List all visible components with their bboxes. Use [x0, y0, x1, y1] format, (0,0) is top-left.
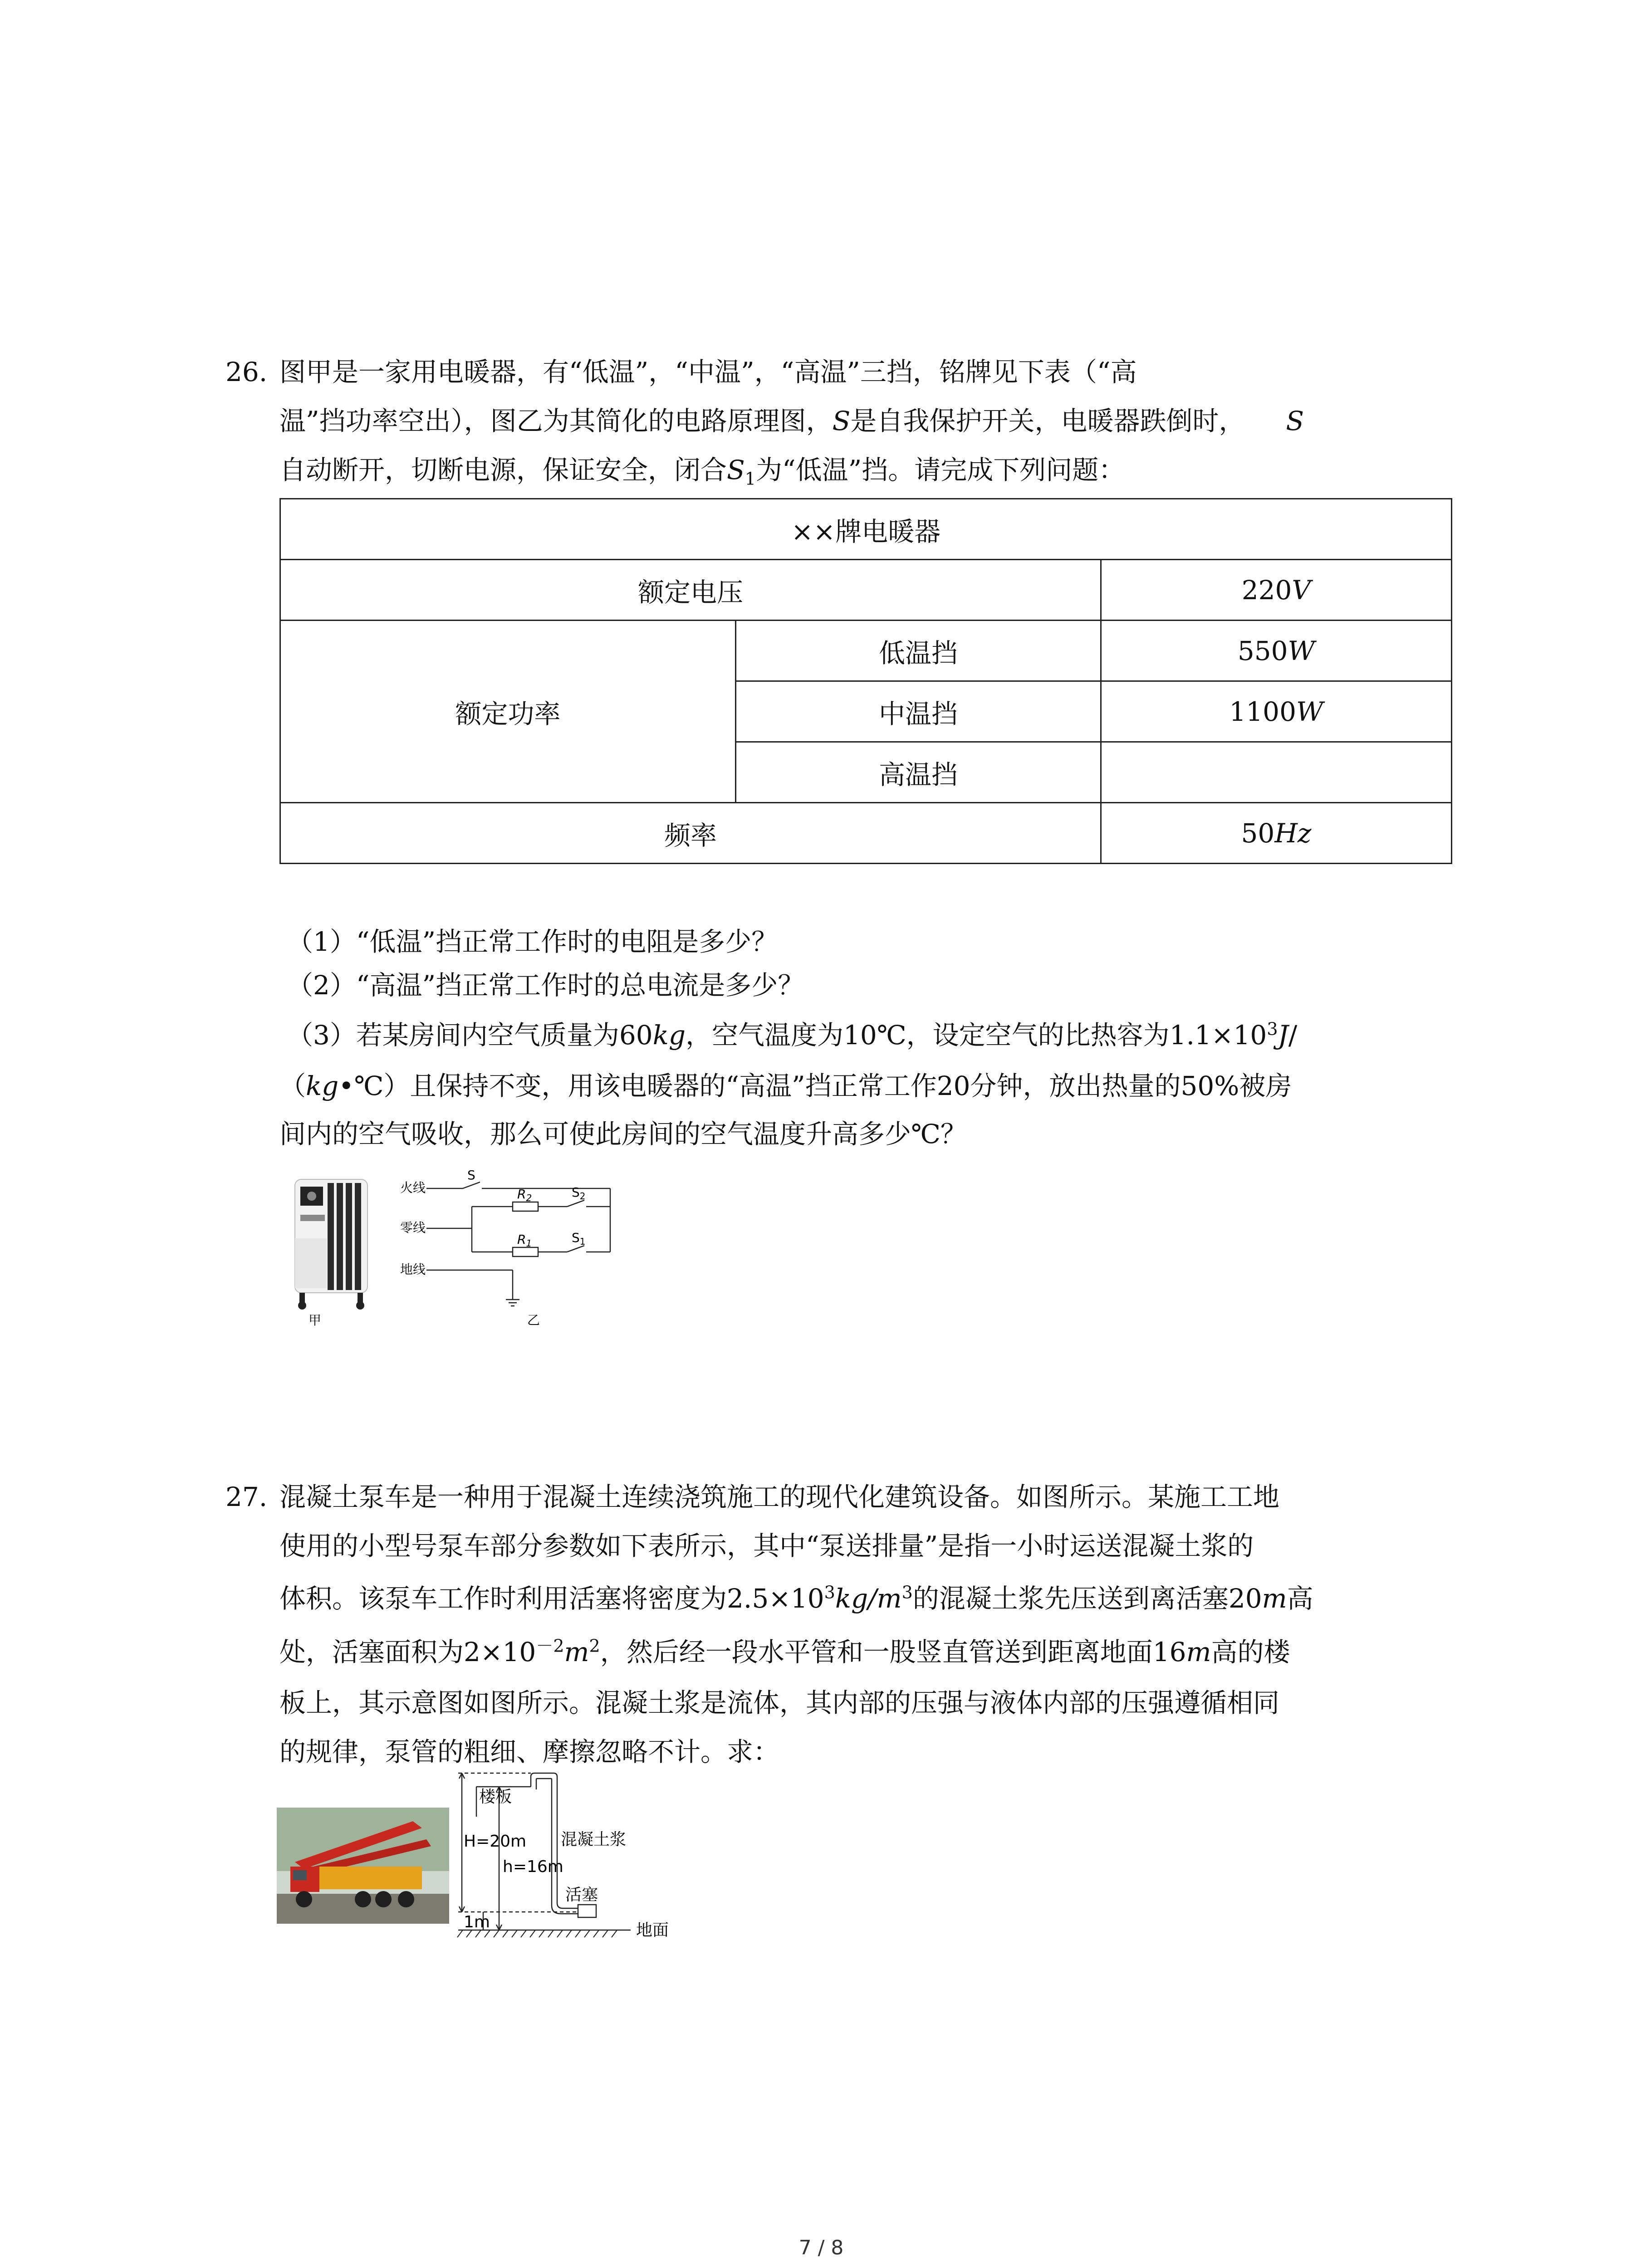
text: 的混凝土浆先压送到离活塞20 [912, 1583, 1262, 1614]
q27-line3 [279, 1574, 1313, 1623]
num: 1100 [1229, 696, 1296, 727]
text: 处，活塞面积为2×10 [279, 1637, 536, 1667]
heater-spec-table [279, 498, 1452, 864]
unit: Hz [1274, 817, 1312, 849]
pump-truck-image [277, 1808, 449, 1924]
unit: V [1292, 574, 1311, 606]
exponent: 3 [824, 1582, 835, 1603]
var-s1: S [727, 455, 745, 485]
exponent: －2 [536, 1636, 564, 1656]
table-row [280, 803, 1452, 864]
text: 为“低温”挡。请完成下列问题： [755, 455, 1125, 485]
text: ，然后经一段水平管和一股竖直管送到距离地面16 [600, 1637, 1186, 1667]
label-1m: 1m [464, 1913, 490, 1931]
unit: m [1186, 1637, 1211, 1667]
q27-line5: 板上，其示意图如图所示。混凝土浆是流体，其内部的压强与液体内部的压强遵循相同 [279, 1687, 1280, 1718]
label-huoxian: 火线 [400, 1180, 426, 1195]
unit: J [1278, 1020, 1288, 1051]
unit: W [1288, 635, 1315, 666]
label-s1 [572, 1230, 586, 1247]
high-value [1101, 742, 1452, 803]
q26-sub1: （1）“低温”挡正常工作时的电阻是多少？ [287, 926, 778, 957]
text: •℃）且保持不变，用该电暖器的“高温”挡正常工作20分钟，放出热量的50%被房 [338, 1070, 1292, 1101]
sub: 1 [526, 1238, 532, 1249]
q27-line2: 使用的小型号泵车部分参数如下表所示，其中“泵送排量”是指一小时运送混凝土浆的 [279, 1530, 1254, 1561]
heater-image [295, 1179, 367, 1310]
text: 自动断开，切断电源，保证安全，闭合 [279, 455, 727, 485]
q26-sub2: （2）“高温”挡正常工作时的总电流是多少？ [287, 970, 804, 1001]
low-value [1101, 621, 1452, 681]
text: （3）若某房间内空气质量为60 [287, 1020, 653, 1051]
label-ground: 地面 [636, 1921, 669, 1940]
q26-sub3-line2 [279, 1061, 1292, 1110]
text: 是自我保护开关，电暖器跌倒时， [850, 406, 1245, 436]
q27-line1: 混凝土泵车是一种用于混凝土连续浇筑施工的现代化建筑设备。如图所示。某施工工地 [279, 1481, 1280, 1512]
r: R [517, 1232, 526, 1247]
unit: W [1296, 696, 1323, 727]
s: S [572, 1230, 580, 1245]
high-label: 高温挡 [736, 742, 1101, 803]
rated-voltage-label: 额定电压 [280, 560, 1101, 621]
low-label: 低温挡 [736, 621, 1101, 681]
label-slurry: 混凝土浆 [561, 1830, 627, 1849]
q26-line1: 图甲是一家用电暖器，有“低温”，“中温”，“高温”三挡，铭牌见下表（“高 [279, 357, 1137, 387]
subscript: 1 [745, 469, 756, 489]
q27-line4 [279, 1628, 1290, 1677]
q26-number: 26. [225, 357, 268, 387]
r: R [517, 1187, 526, 1202]
label-yi: 乙 [527, 1313, 540, 1328]
label-H: H=20m [464, 1832, 527, 1851]
label-s2 [572, 1185, 586, 1202]
s: S [572, 1185, 580, 1200]
sub: 1 [579, 1236, 586, 1247]
num: 550 [1237, 635, 1288, 666]
text: ，空气温度为10℃，设定空气的比热容为1.1×10 [686, 1020, 1267, 1051]
q26-line3 [279, 445, 1125, 494]
unit: m [564, 1637, 589, 1667]
mid-value [1101, 681, 1452, 742]
label-r1 [517, 1232, 532, 1249]
text: / [1288, 1020, 1298, 1051]
exponent: 2 [589, 1636, 600, 1656]
piston [578, 1905, 596, 1917]
label-piston: 活塞 [565, 1886, 598, 1904]
label-lingxian: 零线 [400, 1220, 426, 1235]
unit: / [868, 1583, 877, 1614]
text: 温”挡功率空出），图乙为其简化的电路原理图， [279, 406, 833, 436]
table-row [280, 560, 1452, 621]
mid-label: 中温挡 [736, 681, 1101, 742]
sub: 2 [526, 1193, 532, 1203]
table-row [280, 499, 1452, 560]
var-s: S [1286, 406, 1304, 436]
q26-sub3-line3: 间内的空气吸收，那么可使此房间的空气温度升高多少℃？ [279, 1119, 967, 1149]
unit: m [877, 1583, 902, 1614]
rated-voltage-value [1101, 560, 1452, 621]
q26-line2 [279, 396, 1304, 445]
unit: kg [306, 1070, 339, 1101]
var-s: S [832, 406, 851, 436]
freq-label: 频率 [280, 803, 1101, 864]
table-row [280, 621, 1452, 681]
exponent: 3 [1267, 1019, 1278, 1039]
label-floor: 楼板 [479, 1788, 512, 1806]
unit: m [1262, 1583, 1287, 1614]
num: 220 [1241, 574, 1292, 606]
label-jia: 甲 [309, 1313, 322, 1328]
unit: kg [652, 1020, 686, 1051]
label-r2 [517, 1187, 532, 1203]
q27-figure [277, 1771, 753, 1944]
text: 高的楼 [1211, 1637, 1290, 1667]
q27-line6: 的规律，泵管的粗细、摩擦忽略不计。求： [279, 1736, 780, 1767]
sub: 2 [579, 1191, 586, 1202]
label-h: h=16m [503, 1857, 563, 1876]
text: （ [279, 1070, 306, 1101]
q27-number: 27. [225, 1481, 268, 1512]
text: 体积。该泵车工作时利用活塞将密度为2.5×10 [279, 1583, 824, 1614]
rated-power-label: 额定功率 [280, 621, 736, 803]
label-switch-s: S [467, 1170, 475, 1183]
table-title: ××牌电暖器 [280, 499, 1452, 560]
num: 50 [1241, 817, 1275, 849]
label-dixian: 地线 [400, 1262, 426, 1277]
exponent: 3 [901, 1582, 913, 1603]
page-number: 7 / 8 [798, 2236, 844, 2259]
q26-figure [277, 1170, 622, 1334]
freq-value [1101, 803, 1452, 864]
text: 高 [1287, 1583, 1313, 1614]
unit: kg [835, 1583, 868, 1614]
q26-sub3-line1 [287, 1011, 1297, 1060]
